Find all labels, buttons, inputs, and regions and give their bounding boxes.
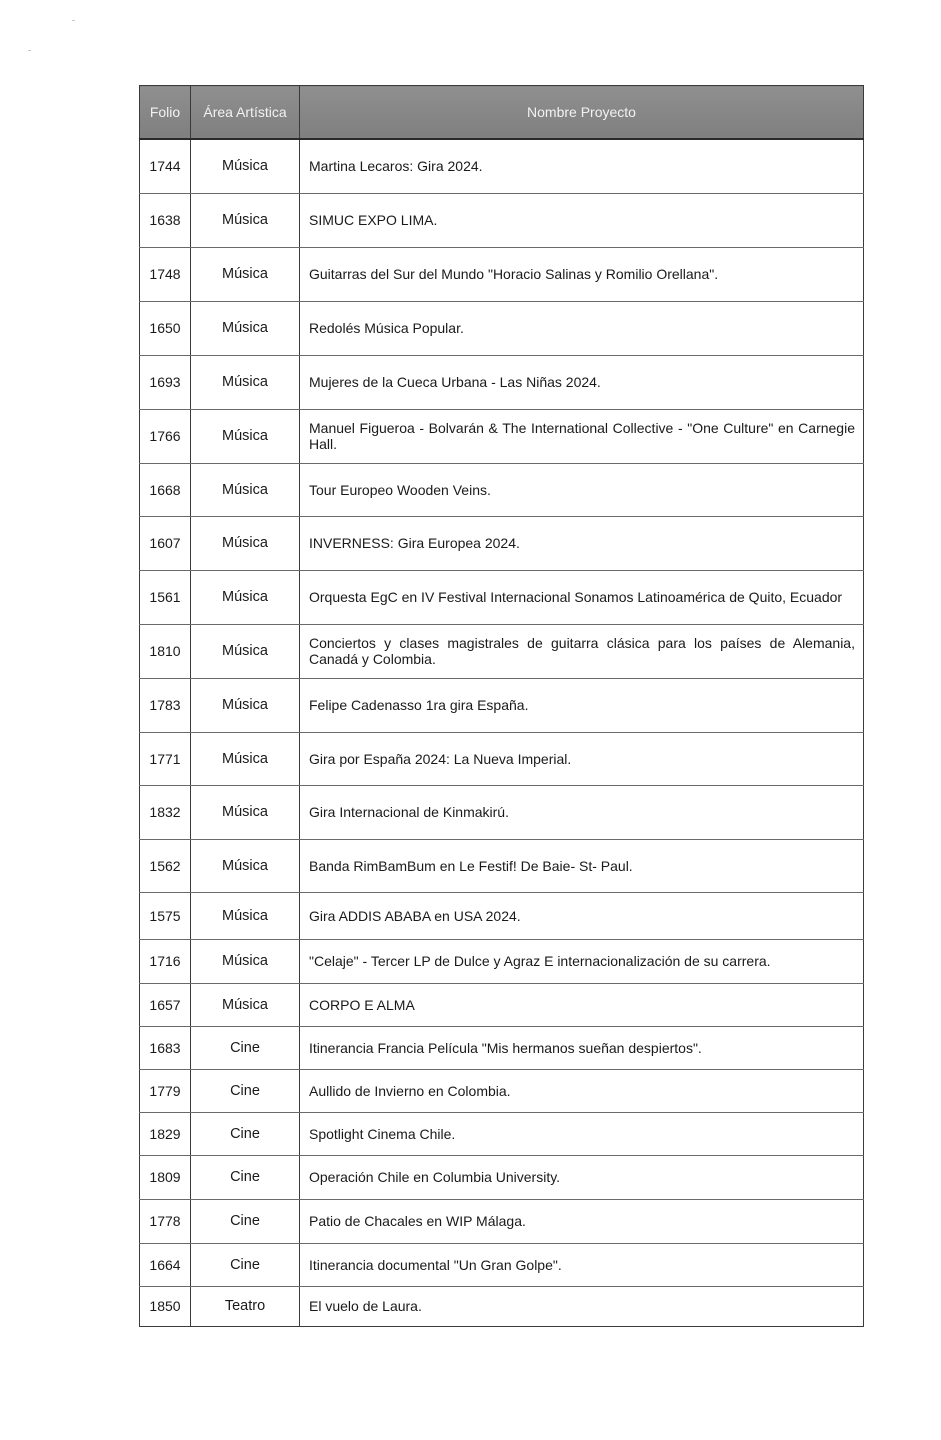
folio-cell: 1638 <box>140 193 191 247</box>
table-row <box>140 247 864 301</box>
project-name-cell: Gira por España 2024: La Nueva Imperial. <box>300 732 864 785</box>
header-folio: Folio <box>140 86 191 140</box>
area-cell: Música <box>191 247 300 301</box>
project-name-cell: Banda RimBamBum en Le Festif! De Baie- St- Paul. <box>300 839 864 892</box>
table-row <box>140 1026 864 1069</box>
folio-cell: 1561 <box>140 570 191 624</box>
scan-speck <box>28 50 31 51</box>
project-name-cell: Aullido de Invierno en Colombia. <box>300 1069 864 1112</box>
project-name-cell: Gira ADDIS ABABA en USA 2024. <box>300 892 864 939</box>
area-cell: Teatro <box>191 1286 300 1326</box>
folio-cell: 1657 <box>140 983 191 1026</box>
table-row <box>140 570 864 624</box>
folio-cell: 1562 <box>140 839 191 892</box>
area-cell: Cine <box>191 1069 300 1112</box>
folio-cell: 1850 <box>140 1286 191 1326</box>
area-cell: Cine <box>191 1026 300 1069</box>
table-row <box>140 839 864 892</box>
table-row <box>140 1112 864 1155</box>
folio-cell: 1575 <box>140 892 191 939</box>
area-cell: Cine <box>191 1199 300 1243</box>
project-name-cell: Operación Chile en Columbia University. <box>300 1155 864 1199</box>
area-cell: Música <box>191 839 300 892</box>
area-cell: Música <box>191 463 300 516</box>
folio-cell: 1783 <box>140 678 191 732</box>
table-row <box>140 409 864 463</box>
folio-cell: 1778 <box>140 1199 191 1243</box>
area-cell: Música <box>191 570 300 624</box>
project-name-cell: Guitarras del Sur del Mundo "Horacio Salinas y Romilio Orellana". <box>300 247 864 301</box>
project-name-cell: Martina Lecaros: Gira 2024. <box>300 139 864 193</box>
area-cell: Música <box>191 193 300 247</box>
area-cell: Música <box>191 409 300 463</box>
area-cell: Cine <box>191 1112 300 1155</box>
project-name-cell: CORPO E ALMA <box>300 983 864 1026</box>
folio-cell: 1810 <box>140 624 191 678</box>
table-row <box>140 1199 864 1243</box>
area-cell: Música <box>191 301 300 355</box>
area-cell: Música <box>191 892 300 939</box>
area-cell: Música <box>191 939 300 983</box>
folio-cell: 1779 <box>140 1069 191 1112</box>
project-name-cell: Felipe Cadenasso 1ra gira España. <box>300 678 864 732</box>
project-name-cell: INVERNESS: Gira Europea 2024. <box>300 516 864 570</box>
table-row <box>140 892 864 939</box>
project-name-cell: Itinerancia Francia Película "Mis hermanos sueñan despiertos". <box>300 1026 864 1069</box>
folio-cell: 1744 <box>140 139 191 193</box>
folio-cell: 1668 <box>140 463 191 516</box>
project-name-cell: Itinerancia documental "Un Gran Golpe". <box>300 1243 864 1286</box>
area-cell: Música <box>191 983 300 1026</box>
project-name-cell: Redolés Música Popular. <box>300 301 864 355</box>
table-row <box>140 463 864 516</box>
scan-speck <box>72 20 75 21</box>
folio-cell: 1607 <box>140 516 191 570</box>
table-row <box>140 939 864 983</box>
table-row <box>140 678 864 732</box>
project-name-cell: Tour Europeo Wooden Veins. <box>300 463 864 516</box>
area-cell: Música <box>191 785 300 839</box>
header-name: Nombre Proyecto <box>300 86 864 140</box>
area-cell: Cine <box>191 1243 300 1286</box>
project-name-cell: "Celaje" - Tercer LP de Dulce y Agraz E internacionalización de su carrera. <box>300 939 864 983</box>
area-cell: Música <box>191 732 300 785</box>
table-row <box>140 732 864 785</box>
table-row <box>140 983 864 1026</box>
folio-cell: 1664 <box>140 1243 191 1286</box>
project-name-cell: Mujeres de la Cueca Urbana - Las Niñas 2024. <box>300 355 864 409</box>
area-cell: Música <box>191 139 300 193</box>
area-cell: Cine <box>191 1155 300 1199</box>
table-row <box>140 139 864 193</box>
table-row <box>140 193 864 247</box>
table-row <box>140 1243 864 1286</box>
table-row <box>140 301 864 355</box>
folio-cell: 1809 <box>140 1155 191 1199</box>
folio-cell: 1748 <box>140 247 191 301</box>
project-name-cell: Manuel Figueroa - Bolvarán & The International Collective - "One Culture" en Carnegie Hall. <box>300 409 864 463</box>
table-row <box>140 1155 864 1199</box>
table-row <box>140 624 864 678</box>
area-cell: Música <box>191 624 300 678</box>
table-row <box>140 1069 864 1112</box>
projects-table <box>139 85 864 1327</box>
folio-cell: 1716 <box>140 939 191 983</box>
table-header-row <box>140 86 864 140</box>
folio-cell: 1832 <box>140 785 191 839</box>
project-name-cell: Gira Internacional de Kinmakirú. <box>300 785 864 839</box>
area-cell: Música <box>191 516 300 570</box>
table-row <box>140 516 864 570</box>
folio-cell: 1683 <box>140 1026 191 1069</box>
folio-cell: 1693 <box>140 355 191 409</box>
folio-cell: 1650 <box>140 301 191 355</box>
project-name-cell: El vuelo de Laura. <box>300 1286 864 1326</box>
folio-cell: 1771 <box>140 732 191 785</box>
area-cell: Música <box>191 355 300 409</box>
project-name-cell: Orquesta EgC en IV Festival Internacional Sonamos Latinoamérica de Quito, Ecuador <box>300 570 864 624</box>
project-name-cell: SIMUC EXPO LIMA. <box>300 193 864 247</box>
table-row <box>140 355 864 409</box>
folio-cell: 1766 <box>140 409 191 463</box>
project-name-cell: Patio de Chacales en WIP Málaga. <box>300 1199 864 1243</box>
project-name-cell: Spotlight Cinema Chile. <box>300 1112 864 1155</box>
table-row <box>140 1286 864 1326</box>
project-name-cell: Conciertos y clases magistrales de guitarra clásica para los países de Alemania, Canadá y Colombia. <box>300 624 864 678</box>
header-area: Área Artística <box>191 86 300 140</box>
table-row <box>140 785 864 839</box>
table-body <box>140 139 864 1326</box>
area-cell: Música <box>191 678 300 732</box>
folio-cell: 1829 <box>140 1112 191 1155</box>
